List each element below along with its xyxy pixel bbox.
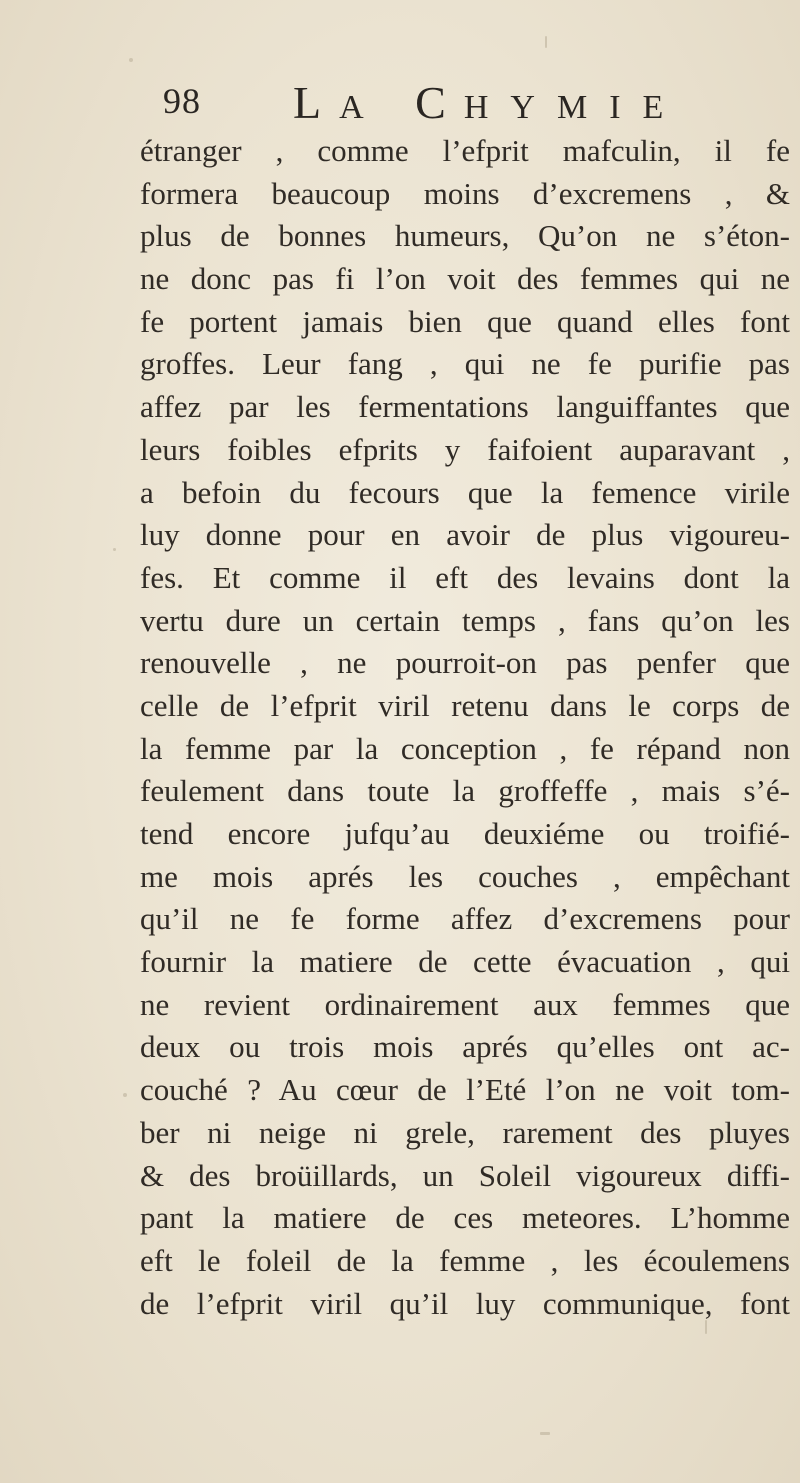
running-header	[163, 76, 783, 126]
page-number: 98	[163, 81, 201, 121]
running-title-rest-1: A	[339, 89, 386, 126]
paper-speck	[113, 548, 116, 551]
text-line: ne donc pas fi l’on voit des femmes qui ne	[140, 261, 790, 297]
text-line: eft le foleil de la femme , les écoulemens	[140, 1242, 790, 1278]
text-line: vertu dure un certain temps , fans qu’on les	[140, 602, 790, 638]
text-line: feulement dans toute la groffeffe , mais s’é-	[140, 773, 790, 809]
paper-speck	[545, 36, 547, 48]
text-line: renouvelle , ne pourroit-on pas penfer que	[140, 645, 790, 681]
text-line: la femme par la conception , fe répand non	[140, 730, 790, 766]
text-line: affez par les fermentations languiffantes que	[140, 389, 790, 425]
body-text	[140, 130, 790, 1325]
text-line: de l’efprit viril qu’il luy communique, font	[140, 1285, 790, 1321]
text-line: groffes. Leur fang , qui ne fe purifie pas	[140, 346, 790, 382]
text-line: a befoin du fecours que la femence virile	[140, 474, 790, 510]
paper-speck	[129, 58, 133, 62]
text-line: qu’il ne fe forme affez d’excremens pour	[140, 901, 790, 937]
text-line: plus de bonnes humeurs, Qu’on ne s’éton-	[140, 218, 790, 254]
running-title-rest-2: HYMIE	[463, 89, 686, 126]
text-line: & des broüillards, un Soleil vigoureux diffi-	[140, 1157, 790, 1193]
running-title	[293, 76, 685, 129]
paper-speck	[123, 1093, 127, 1097]
text-line: fournir la matiere de cette évacuation , qui	[140, 944, 790, 980]
text-line: tend encore jufqu’au deuxiéme ou troifié-	[140, 816, 790, 851]
text-line: fes. Et comme il eft des levains dont la	[140, 559, 790, 595]
text-line: leurs foibles efprits y faifoient auparavant ,	[140, 431, 790, 467]
text-line: ber ni neige ni grele, rarement des pluyes	[140, 1114, 790, 1150]
text-line: deux ou trois mois aprés qu’elles ont ac-	[140, 1029, 790, 1065]
text-line: me mois aprés les couches , empêchant	[140, 858, 790, 894]
text-line: formera beaucoup moins d’excremens , &	[140, 175, 790, 211]
text-line: fe portent jamais bien que quand elles font	[140, 303, 790, 339]
text-line: couché ? Au cœur de l’Eté l’on ne voit tom-	[140, 1072, 790, 1108]
text-line: celle de l’efprit viril retenu dans le corps de	[140, 687, 790, 723]
paper-speck	[540, 1432, 550, 1435]
text-line: pant la matiere de ces meteores. L’homme	[140, 1200, 790, 1236]
running-title-initial-1: L	[293, 77, 340, 128]
running-title-initial-2: C	[415, 77, 464, 128]
text-line: luy donne pour en avoir de plus vigoureu-	[140, 517, 790, 553]
text-line: ne revient ordinairement aux femmes que	[140, 986, 790, 1022]
text-line: étranger , comme l’efprit mafculin, il fe	[140, 133, 790, 168]
